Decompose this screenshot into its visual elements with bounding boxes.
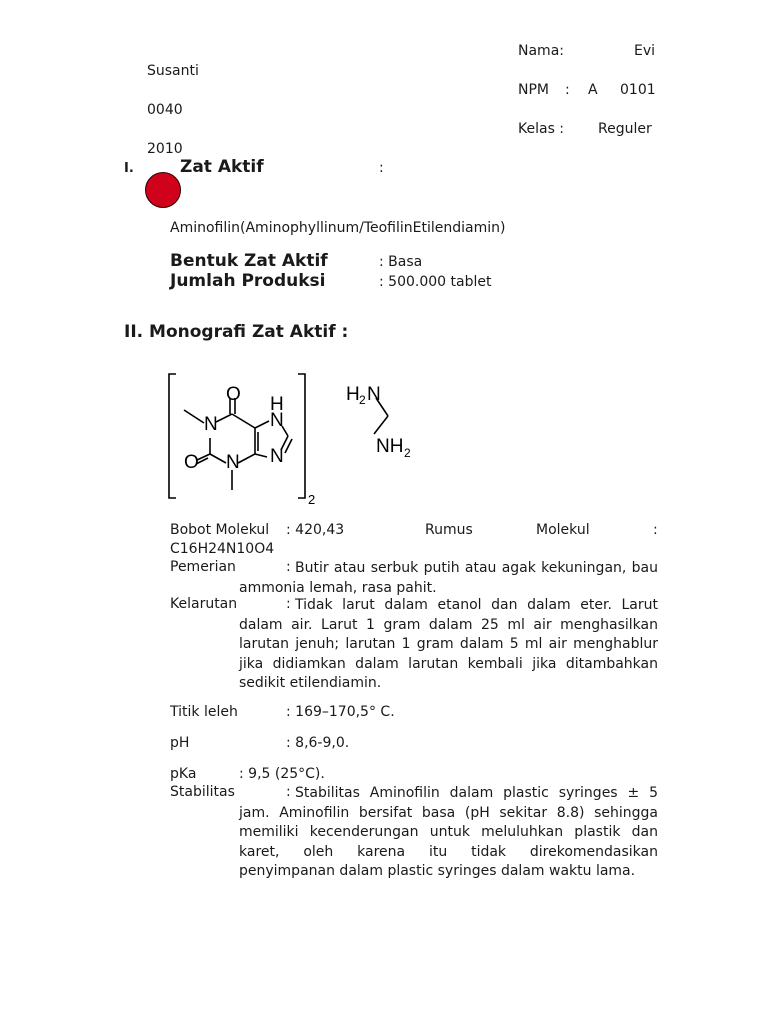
bond-c2-o-a: [197, 454, 210, 460]
pemerian-value: Butir atau serbuk putih atau agak kekuningan, bau ammonia lemah, rasa pahit.: [239, 560, 658, 596]
rumus-value: C16H24N10O4: [170, 541, 275, 557]
ph-label: pH: [170, 735, 190, 751]
bond-en-2: [374, 416, 388, 434]
zat-aktif-value: Aminofilin(Aminophyllinum/TeofilinEtilendiamin): [170, 220, 506, 236]
atom-n3: N: [226, 452, 240, 473]
kelarutan-colon: :: [286, 596, 291, 612]
atom-h7: H: [270, 394, 284, 415]
atom-nh2: NH: [376, 436, 404, 457]
aminophylline-structure: [160, 368, 430, 508]
section1-numeral: I.: [124, 161, 134, 176]
npm-value-cont: 0040: [147, 102, 183, 118]
bond-c5-n7: [255, 421, 269, 428]
atom-n1: N: [204, 414, 218, 435]
atom-nh2-sub: 2: [404, 446, 411, 460]
bond-n1-methyl: [184, 410, 204, 423]
nama-value-cont: Susanti: [147, 63, 199, 79]
kelarutan-label: Kelarutan: [170, 596, 238, 612]
stabilitas-colon: :: [286, 784, 291, 800]
atom-h2n-n: N: [367, 384, 381, 405]
bond-c4-n3: [238, 454, 255, 463]
bobot-label: Bobot Molekul: [170, 522, 270, 538]
npm-label: NPM: [518, 82, 549, 98]
npm-colon: :: [565, 82, 570, 98]
section1-colon: :: [379, 160, 384, 176]
bond-n3-c2: [210, 454, 226, 463]
atom-o-left: O: [184, 452, 199, 473]
atom-h2n-sub: 2: [359, 393, 366, 407]
stabilitas-label: Stabilitas: [170, 784, 235, 800]
nama-label: Nama:: [518, 43, 564, 59]
kelas-label: Kelas :: [518, 121, 565, 137]
jumlah-value: : 500.000 tablet: [379, 274, 492, 290]
pka-value: : 9,5 (25°C).: [239, 766, 325, 782]
kelarutan-value: Tidak larut dalam etanol dan dalam eter. Larut dalam air. Larut 1 gram dalam 25 ml air menghasilkan larutan jenuh; larutan 1 gram dalam 5 ml air menghablur jika didiamkan dalam larutan kembali jika ditambahkan sedikit etilendiamin.: [239, 597, 658, 691]
atom-h2n-h: H: [346, 384, 360, 405]
titik-leleh-value: : 169–170,5° C.: [286, 704, 395, 720]
stabilitas-value: Stabilitas Aminofilin dalam plastic syringes ± 5 jam. Aminofilin bersifat basa (pH sekitar 8.8) sehingga memiliki kecenderungan untuk meluluhkan plastik dan karet, oleh karena itu tidak direkomendasikan penyimpanan dalam plastic syringes dalam waktu lama.: [239, 785, 658, 879]
bond-n1-c6: [216, 414, 232, 422]
npm-value-b: 0101: [620, 82, 656, 98]
bentuk-label: Bentuk Zat Aktif: [170, 251, 328, 271]
section2-title: II. Monografi Zat Aktif :: [124, 322, 349, 342]
bond-n9-c4: [255, 454, 267, 457]
ph-value: : 8,6-9,0.: [286, 735, 350, 751]
left-bracket: [169, 374, 176, 498]
pka-label: pKa: [170, 766, 197, 782]
atom-n7: N: [270, 410, 284, 431]
right-bracket: [298, 374, 305, 498]
atom-o-top: O: [226, 384, 241, 405]
pemerian-label: Pemerian: [170, 559, 236, 575]
bentuk-value: : Basa: [379, 254, 423, 270]
rumus-colon: :: [653, 522, 658, 538]
kelas-value-cont: 2010: [147, 141, 183, 157]
kelas-value: Reguler: [598, 121, 652, 137]
red-bullet-icon: [145, 172, 181, 208]
atom-n9: N: [270, 446, 284, 467]
section1-title: Zat Aktif: [180, 157, 264, 177]
rumus-label: Rumus: [425, 522, 473, 538]
pemerian-colon: :: [286, 559, 291, 575]
molekul-label: Molekul: [536, 522, 590, 538]
bond-c6-c5: [232, 414, 255, 428]
titik-leleh-label: Titik leleh: [170, 704, 238, 720]
nama-value: Evi: [634, 43, 656, 59]
bobot-value: : 420,43: [286, 522, 345, 538]
bracket-subscript: 2: [308, 492, 316, 507]
npm-value-a: A: [588, 82, 598, 98]
jumlah-label: Jumlah Produksi: [170, 271, 326, 291]
